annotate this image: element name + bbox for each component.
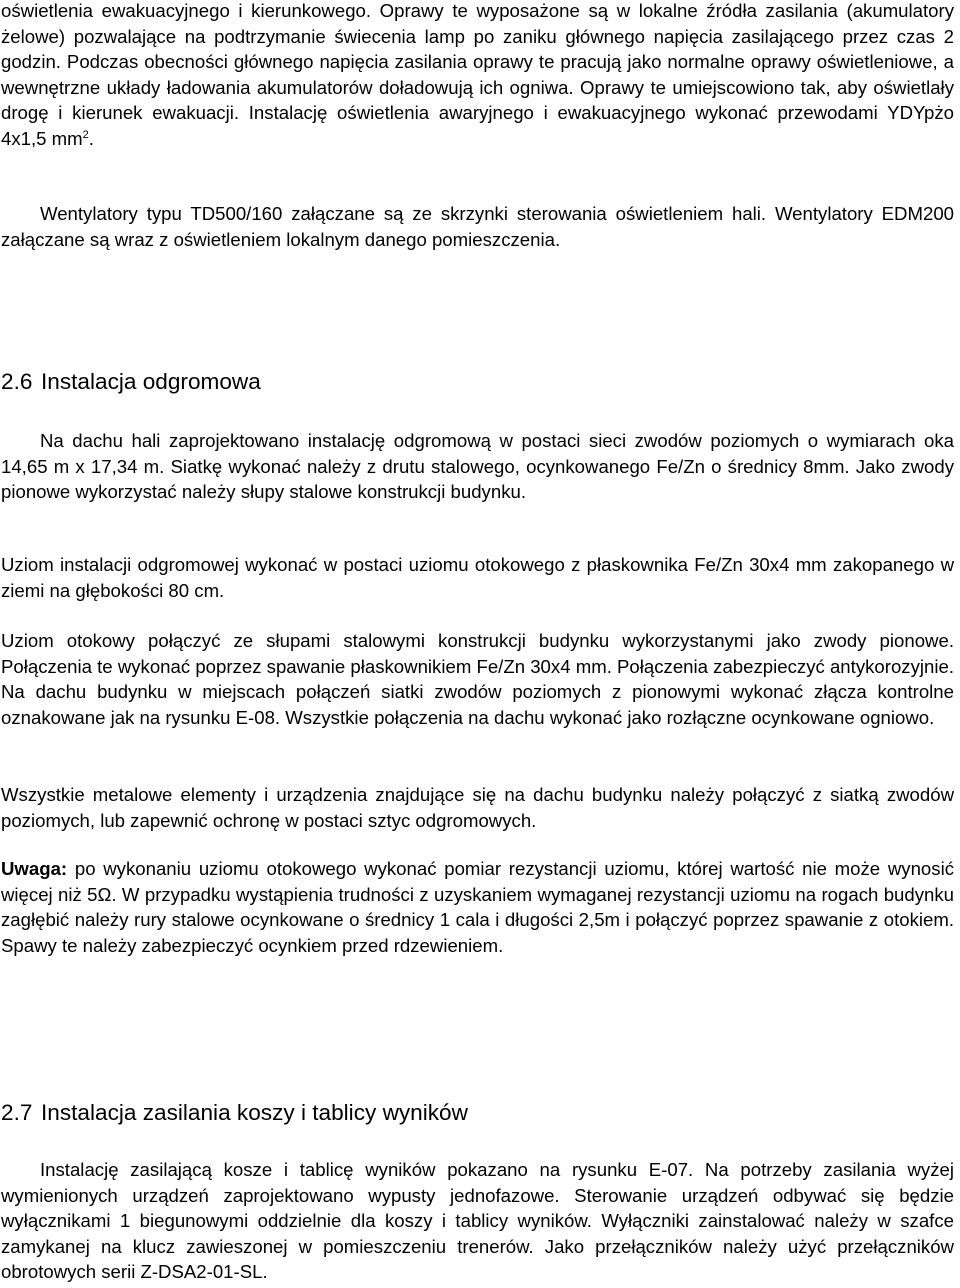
section-number: 2.7 [1,1100,33,1125]
paragraph-note [1,856,954,958]
paragraph-baskets-scoreboard: Instalację zasilającą kosze i tablicę wyników pokazano na rysunku E-07. Na potrzeby zasilania wyżej wymienionych urządzeń zaprojektowano wypusty jednofazowe. Sterowanie urządzeń odbywać się będzie wyłącznikami 1 biegunowymi oddzielnie dla koszy i tablicy wyników. Wyłączniki zainstalować należy w szafce zamykanej na klucz zawieszonej w pomieszczeniu trenerów. Jako przełączników należy użyć przełączników obrotowych serii Z-DSA2-01-SL. [1,1159,954,1283]
paragraph-emergency-lighting [1,0,954,152]
superscript: 2 [82,128,89,141]
paragraph-earthing: Uziom instalacji odgromowej wykonać w postaci uziomu otokowego z płaskownika Fe/Zn 30x4 mm zakopanego w ziemi na głębokości 80 cm. [1,554,954,601]
section-heading-2-7 [1,1099,468,1127]
paragraph-fans: Wentylatory typu TD500/160 załączane są ze skrzynki sterowania oświetleniem hali. Wentylatory EDM200 załączane są wraz z oświetleniem lokalnym danego pomieszczenia. [1,203,954,250]
section-heading-2-6 [1,368,261,396]
note-text: po wykonaniu uziomu otokowego wykonać pomiar rezystancji uziomu, której wartość nie może wynosić więcej niż 5Ω. W przypadku wystąpienia trudności z uzyskaniem wymaganej rezystancji uziomu na rogach budynku zagłębić należy rury stalowe ocynkowane o średnicy 1 cala i długości 2,5m i połączyć poprzez spawanie z otokiem. Spawy te należy zabezpieczyć ocynkiem przed rdzewieniem. [1,858,954,956]
paragraph-lightning-grid: Na dachu hali zaprojektowano instalację odgromową w postaci sieci zwodów poziomych o wymiarach oka 14,65 m x 17,34 m. Siatkę wykonać należy z drutu stalowego, ocynkowanego Fe/Zn o średnicy 8mm. Jako zwody pionowe wykorzystać należy słupy stalowe konstrukcji budynku. [1,430,954,503]
paragraph-roof-elements: Wszystkie metalowe elementy i urządzenia znajdujące się na dachu budynku należy połączyć z siatką zwodów poziomych, lub zapewnić ochronę w postaci sztyc odgromowych. [1,784,954,831]
paragraph-earthing-connections: Uziom otokowy połączyć ze słupami stalowymi konstrukcji budynku wykorzystanymi jako zwody pionowe. Połączenia te wykonać poprzez spawanie płaskownikiem Fe/Zn 30x4 mm. Połączenia zabezpieczyć antykorozyjnie. Na dachu budynku w miejscach połączeń siatki zwodów poziomych z pionowymi wykonać złącza kontrolne oznakowane jak na rysunku E-08. Wszystkie połączenia na dachu wykonać jako rozłączne ocynkowane ogniowo. [1,630,954,728]
section-title: Instalacja odgromowa [41,369,261,394]
section-title: Instalacja zasilania koszy i tablicy wyników [41,1100,468,1125]
section-number: 2.6 [1,369,33,394]
paragraph-end: . [88,127,94,149]
paragraph-text: oświetlenia ewakuacyjnego i kierunkowego. Oprawy te wyposażone są w lokalne źródła zasilania (akumulatory żelowe) pozwalające na podtrzymanie świecenia lamp po zaniku głównego napięcia zasilającego przez czas 2 godzin. Podczas obecności głównego napięcia zasilania oprawy te pracują jako normalne oprawy oświetleniowe, a wewnętrzne układy ładowania akumulatorów doładowują ich ogniwa. Oprawy te umiejscowiono tak, aby oświetlały drogę i kierunek ewakuacji. Instalację oświetlenia awaryjnego i ewakuacyjnego wykonać przewodami YDYpżo 4x1,5 mm [1,0,954,149]
note-label: Uwaga: [1,858,68,879]
